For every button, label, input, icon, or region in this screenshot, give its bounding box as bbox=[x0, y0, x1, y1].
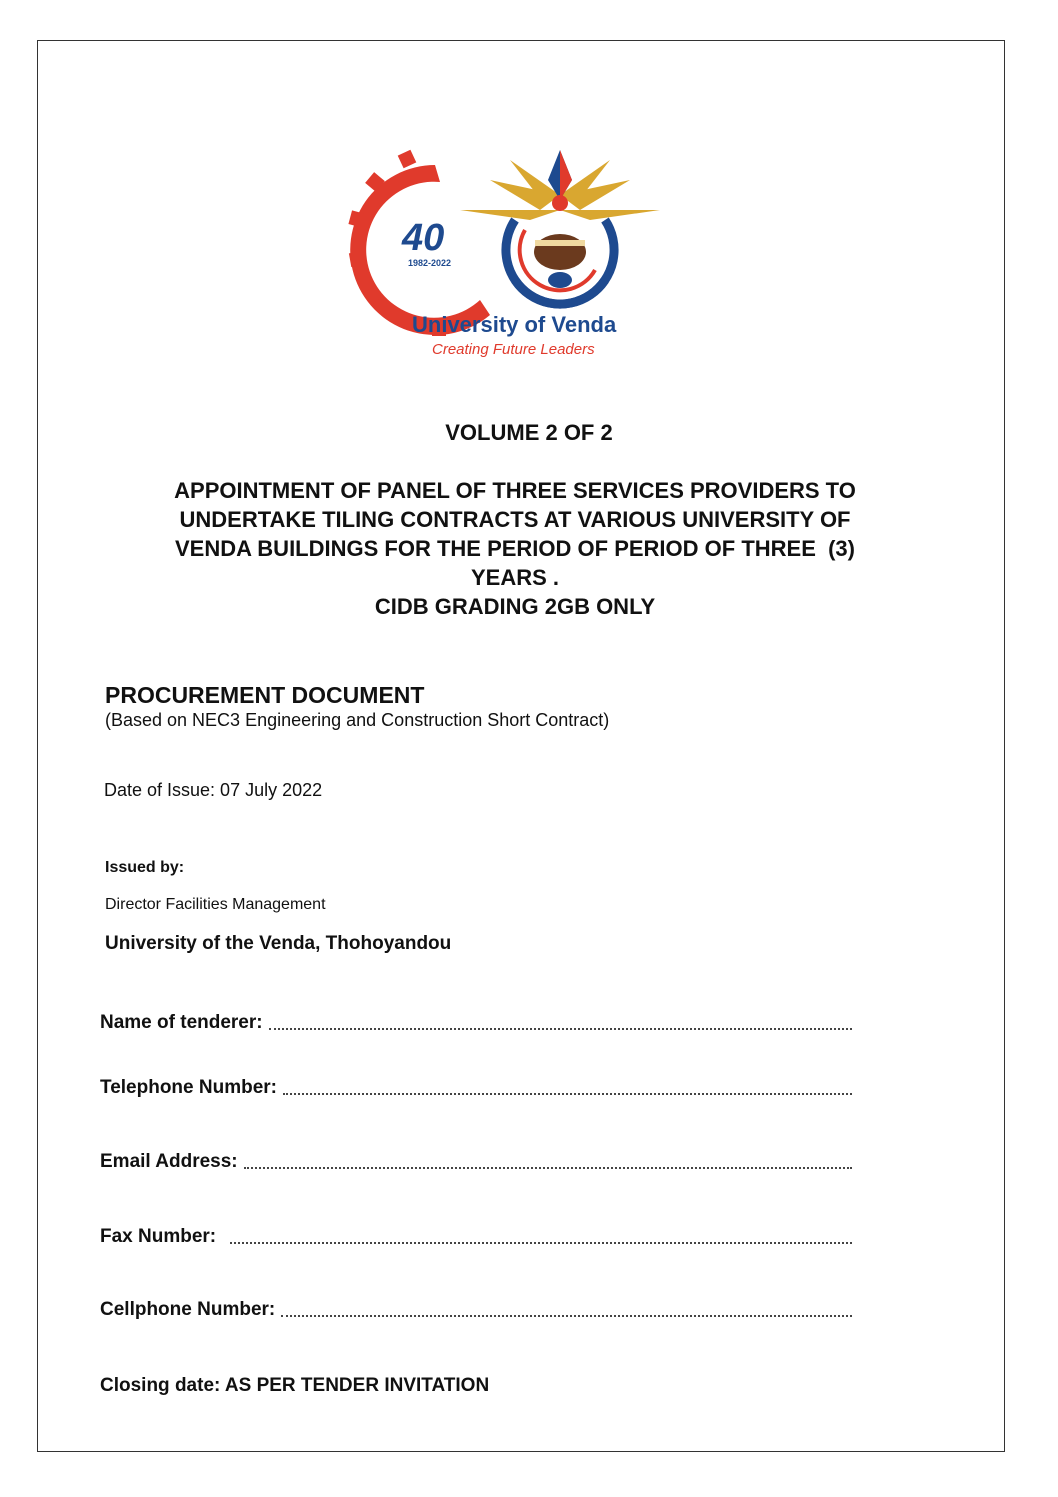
logo-emblem bbox=[340, 140, 730, 370]
fax-field[interactable] bbox=[100, 1226, 852, 1248]
telephone-field[interactable] bbox=[100, 1077, 852, 1099]
title-line: UNDERTAKE TILING CONTRACTS AT VARIOUS UNIVERSITY OF bbox=[179, 507, 851, 532]
closing-date: Closing date: AS PER TENDER INVITATION bbox=[100, 1375, 490, 1396]
tenderer-name-field[interactable] bbox=[100, 1012, 852, 1034]
title-line: VENDA BUILDINGS FOR THE PERIOD OF PERIOD OF THREE (3) bbox=[174, 536, 855, 561]
fill-in-line[interactable] bbox=[281, 1314, 852, 1317]
tender-title bbox=[110, 476, 920, 621]
university-logo bbox=[340, 140, 730, 370]
field-label: Email Address: bbox=[100, 1151, 238, 1172]
title-line: YEARS . bbox=[470, 565, 560, 590]
procurement-title: PROCUREMENT DOCUMENT bbox=[105, 682, 425, 708]
field-label: Telephone Number: bbox=[100, 1077, 277, 1098]
issuer-role: Director Facilities Management bbox=[105, 896, 326, 913]
anniversary-number: 40 bbox=[402, 217, 445, 259]
logo-tagline: Creating Future Leaders bbox=[432, 341, 595, 358]
field-label: Fax Number: bbox=[100, 1226, 217, 1247]
field-label: Cellphone Number: bbox=[100, 1299, 276, 1320]
title-line: CIDB GRADING 2GB ONLY bbox=[374, 594, 656, 619]
fill-in-line[interactable] bbox=[230, 1241, 852, 1244]
field-label: Name of tenderer: bbox=[100, 1012, 263, 1033]
cellphone-field[interactable] bbox=[100, 1299, 852, 1321]
email-field[interactable] bbox=[100, 1151, 852, 1173]
procurement-subtitle: (Based on NEC3 Engineering and Construction Short Contract) bbox=[105, 710, 610, 730]
fill-in-line[interactable] bbox=[283, 1092, 852, 1095]
anniversary-years: 1982-2022 bbox=[408, 258, 452, 268]
issued-by-label: Issued by: bbox=[105, 859, 185, 876]
logo-name: University of Venda bbox=[412, 312, 617, 337]
fill-in-line[interactable] bbox=[244, 1166, 852, 1169]
fill-in-line[interactable] bbox=[269, 1027, 852, 1030]
volume-heading: VOLUME 2 OF 2 bbox=[445, 420, 613, 445]
issuer-institution: University of the Venda, Thohoyandou bbox=[105, 933, 452, 954]
title-line: APPOINTMENT OF PANEL OF THREE SERVICES PROVIDERS TO bbox=[174, 478, 856, 503]
issue-date: Date of Issue: 07 July 2022 bbox=[104, 780, 323, 800]
